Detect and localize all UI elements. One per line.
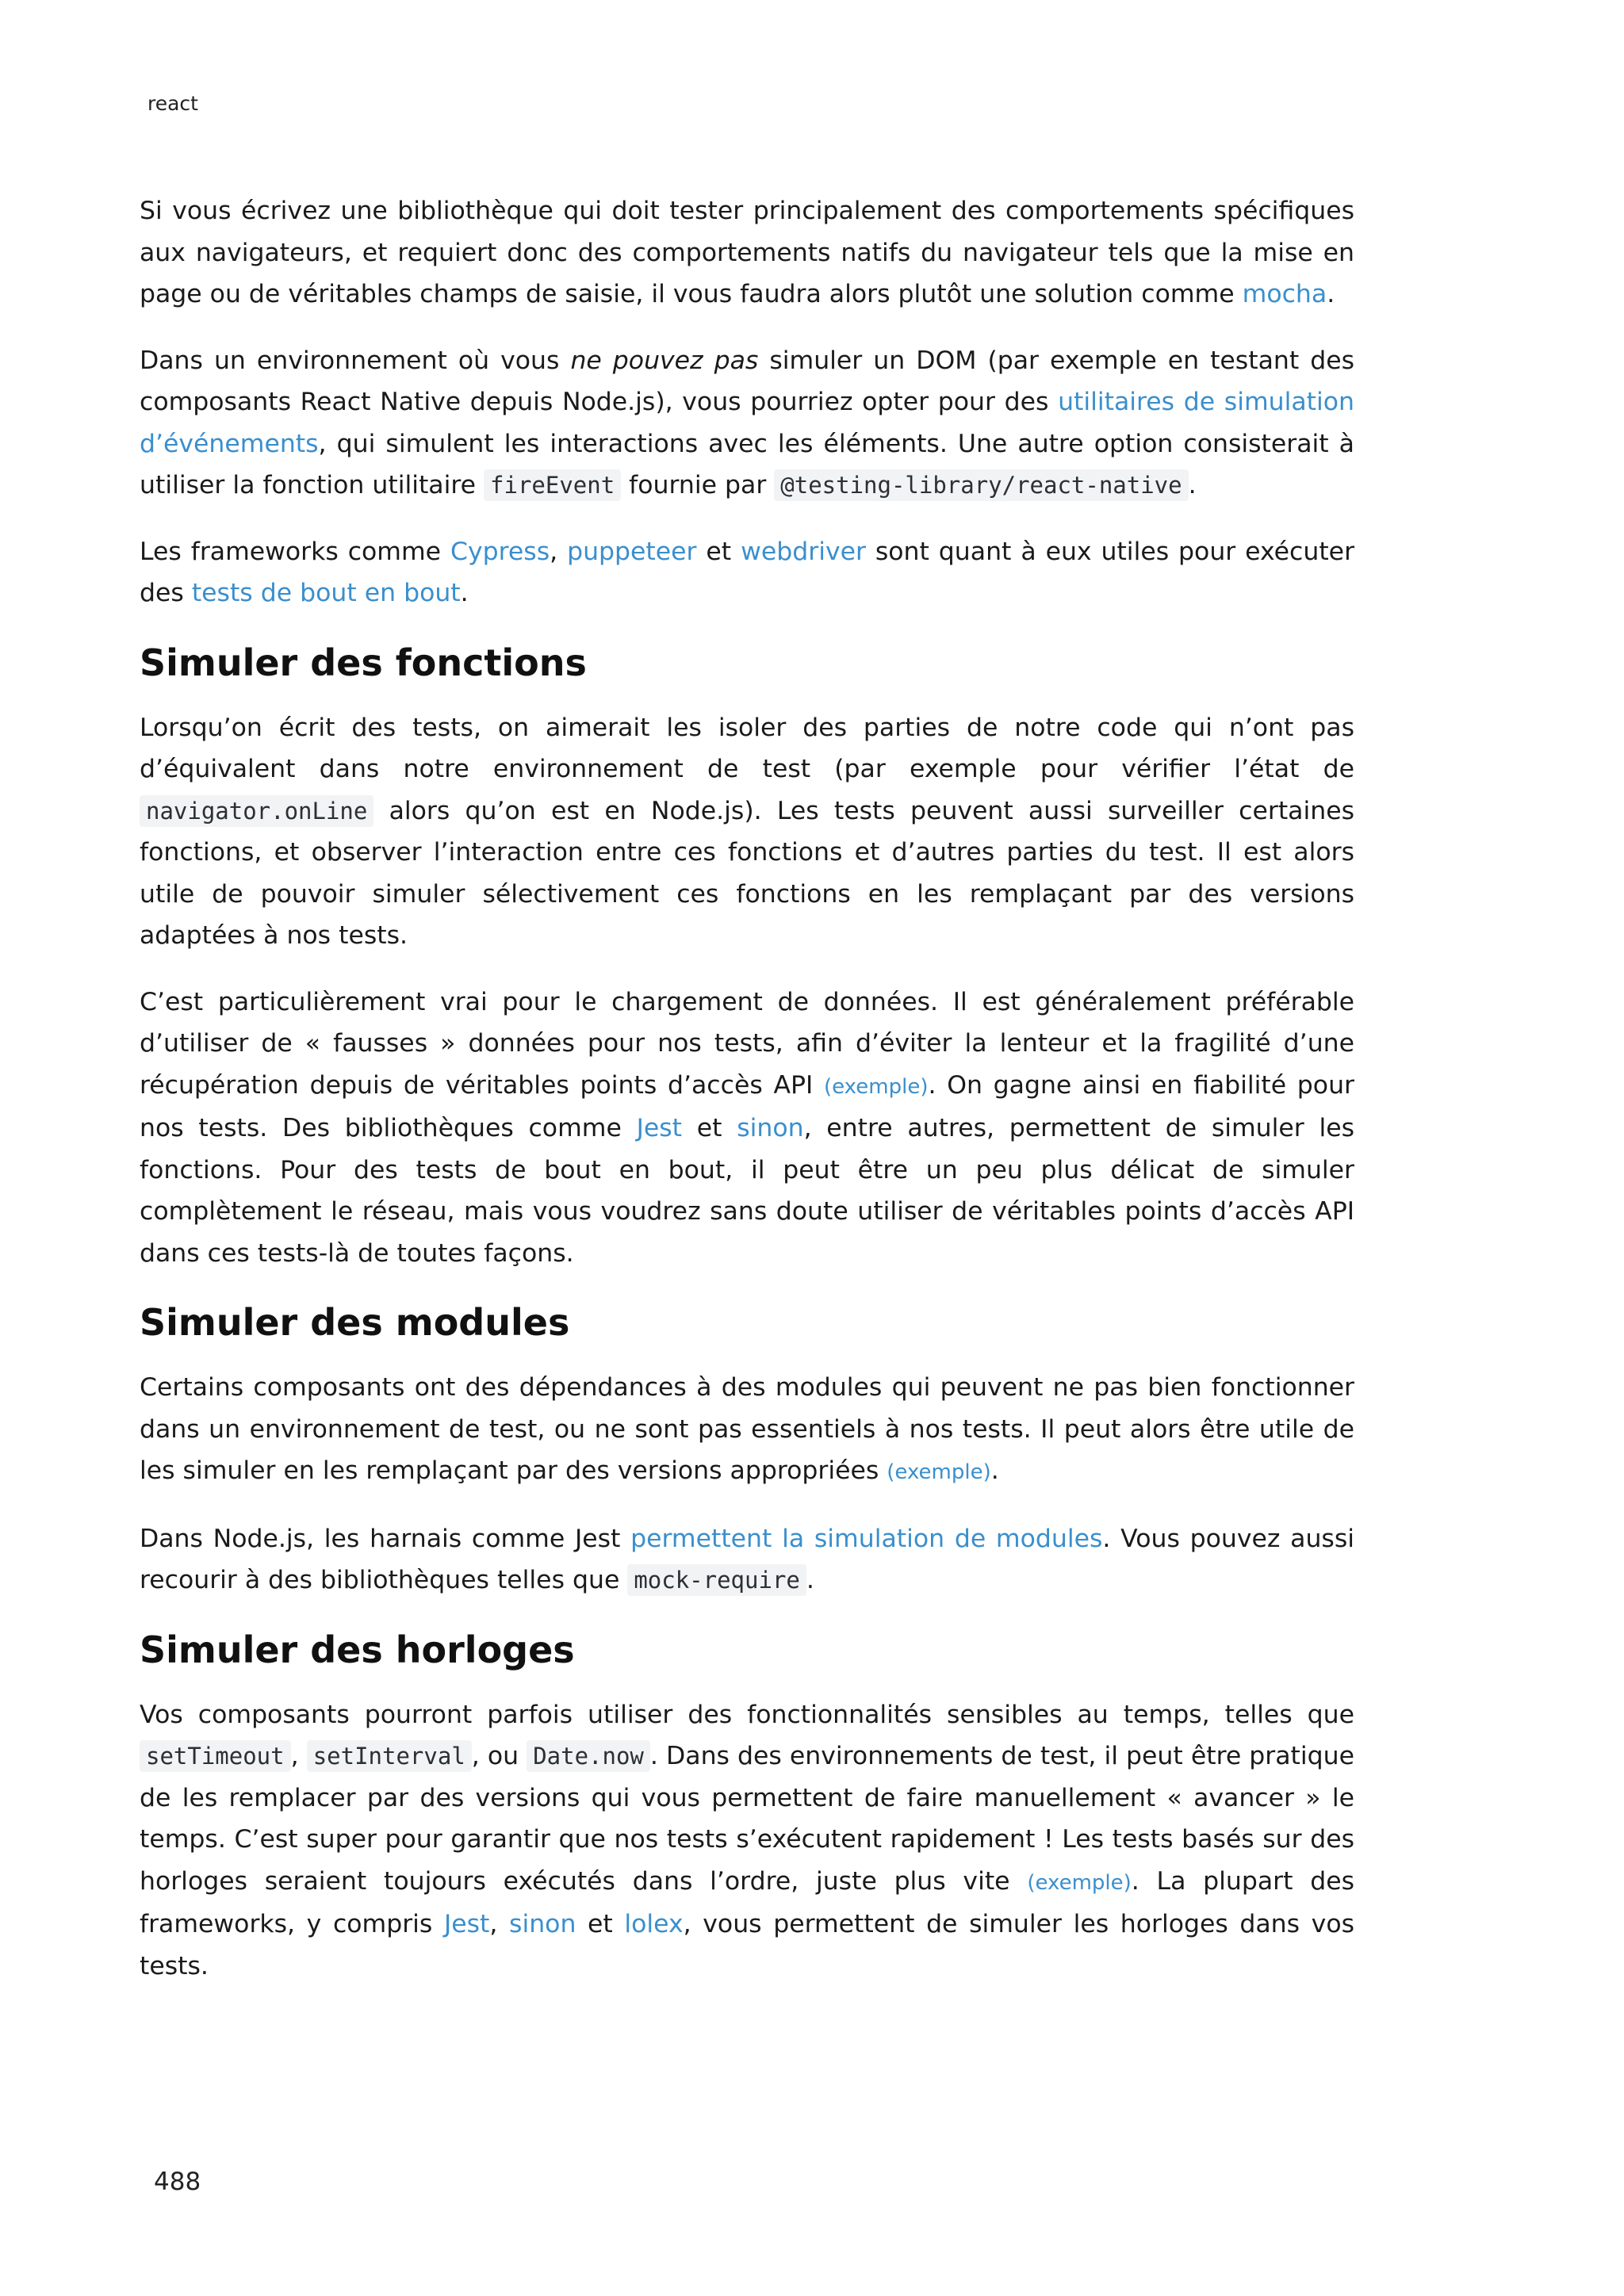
heading-mock-functions: Simuler des fonctions [140, 641, 587, 684]
paragraph-module-dependencies: Certains composants ont des dépendances à des modules qui peuvent ne pas bien fonctionner dans un environnement de test, ou ne sont pas essentiels à nos tests. Il peut alors être utile de les simuler en les remplaçant par des versions appropriées (exemple). [140, 1373, 1354, 1485]
link-webdriver[interactable]: webdriver [741, 537, 866, 566]
code-testing-library-react-native: @testing-library/react-native [774, 469, 1188, 501]
paragraph-no-dom: Dans un environnement où vous ne pouvez pas simuler un DOM (par exemple en testant des composants React Native depuis Node.js), vous pourriez opter pour des utilitaires de simulation d’événements, qui simulent les interactions avec les éléments. Une autre option consisterait à utiliser la fonction utilitaire fireEvent fournie par @testing-library/react-native . [140, 346, 1354, 499]
page-content [140, 190, 1354, 2011]
code-setinterval: setInterval [307, 1740, 472, 1772]
link-jest[interactable]: Jest [636, 1114, 682, 1142]
link-puppeteer[interactable]: puppeteer [567, 537, 697, 566]
code-fireevent: fireEvent [484, 469, 621, 501]
code-settimeout: setTimeout [140, 1740, 291, 1772]
heading-mock-timers: Simuler des horloges [140, 1628, 575, 1671]
heading-mock-modules: Simuler des modules [140, 1301, 570, 1344]
link-lolex[interactable]: lolex [624, 1910, 684, 1938]
running-header: react [147, 92, 198, 115]
paragraph-frameworks: Les frameworks comme Cypress, puppeteer et webdriver sont quant à eux utiles pour exécuter des tests de bout en bout. [140, 537, 1355, 607]
link-cypress[interactable]: Cypress [450, 537, 550, 566]
link-sinon-timers[interactable]: sinon [509, 1910, 576, 1938]
link-example-timers[interactable]: (exemple) [1027, 1870, 1132, 1895]
link-mocha[interactable]: mocha [1242, 280, 1327, 308]
paragraph-module-harness: Dans Node.js, les harnais comme Jest permettent la simulation de modules. Vous pouvez aussi recourir à des bibliothèques telles que mock-require . [140, 1524, 1354, 1594]
link-end-to-end-tests[interactable]: tests de bout en bout [191, 579, 461, 607]
link-jest-timers[interactable]: Jest [443, 1910, 490, 1938]
paragraph-data-fetching: C’est particulièrement vrai pour le chargement de données. Il est généralement préférable d’utiliser de « fausses » données pour nos tests, afin d’éviter la lenteur et la fragilité d’une récupération depuis de véritables points d’accès API (exemple). On gagne ainsi en fiabilité pour nos tests. Des bibliothèques comme Jest et sinon, entre autres, permettent de simuler les fonctions. Pour des tests de bout en bout, il peut être un peu plus délicat de simuler complètement le réseau, mais vous voudrez sans doute utiliser de véritables points d’accès API dans ces tests-là de toutes façons. [140, 987, 1354, 1268]
link-example-modules[interactable]: (exemple) [887, 1460, 991, 1484]
paragraph-timers: Vos composants pourront parfois utiliser des fonctionnalités sensibles au temps, telles que setTimeout , setInterval , ou Date.now . Dans des environnements de test, il peut être pratique de les remplacer par des versions qui vous permettent de faire manuellement « avancer » le temps. C’est super pour garantir que nos tests s’exécutent rapidement ! Les tests basés sur des horloges seraient toujours exécutés dans l’ordre, juste plus vite (exemple). La plupart des frameworks, y compris Jest, sinon et lolex, vous permettent de simuler les horloges dans vos tests. [140, 1700, 1354, 1980]
page-number: 488 [154, 2168, 201, 2196]
link-event-simulation-utilities[interactable]: utilitaires de simulation d’événements [140, 388, 1354, 458]
code-date-now: Date.now [527, 1740, 650, 1772]
code-mock-require: mock-require [627, 1564, 806, 1596]
link-sinon[interactable]: sinon [737, 1114, 804, 1142]
paragraph-browser-testing: Si vous écrivez une bibliothèque qui doit tester principalement des comportements spécifiques aux navigateurs, et requiert donc des comportements natifs du navigateur tels que la mise en page ou de véritables champs de saisie, il vous faudra alors plutôt une solution comme mocha. [140, 197, 1354, 308]
link-module-mocking[interactable]: permettent la simulation de modules [630, 1524, 1103, 1553]
emphasis-ne-pouvez-pas: ne pouvez pas [570, 346, 759, 375]
link-example-functions[interactable]: (exemple) [824, 1074, 929, 1099]
paragraph-isolate-functions: Lorsqu’on écrit des tests, on aimerait les isoler des parties de notre code qui n’ont pas d’équivalent dans notre environnement de test (par exemple pour vérifier l’état de navigator.onLine alors qu’on est en Node.js). Les tests peuvent aussi surveiller certaines fonctions, et observer l’interaction entre ces fonctions et d’autres parties du test. Il est alors utile de pouvoir simuler sélectivement ces fonctions en les remplaçant par des versions adaptées à nos tests. [140, 713, 1354, 950]
code-navigator-online: navigator.onLine [140, 795, 373, 827]
